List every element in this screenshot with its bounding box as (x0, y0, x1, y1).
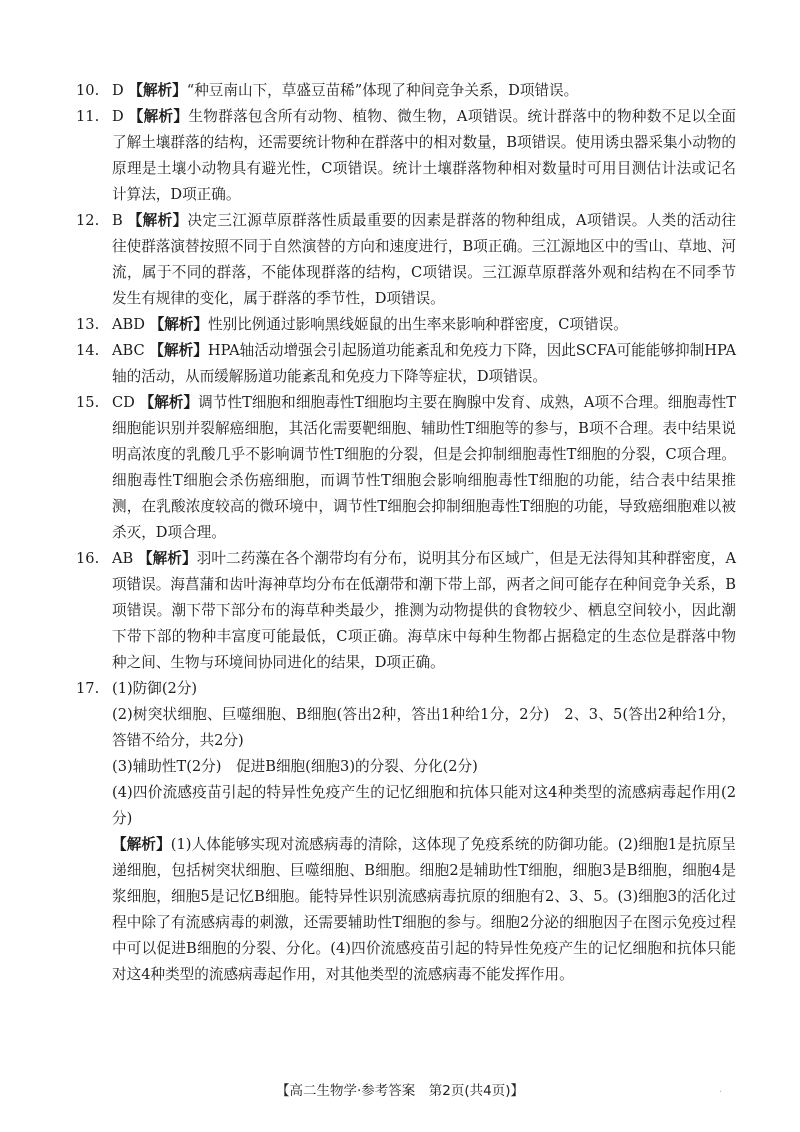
analysis-text: 生物群落包含所有动物、植物、微生物，A项错误。统计群落中的物种数不足以全面了解土壤群落的结构，还需要统计物种在群落中的相对数量，B项错误。使用诱虫器采集小动物的原理是土壤小动物具有避光性，C项错误。统计土壤群落物种相对数量时可用目测估计法或记名计算法，D项正确。 (112, 108, 736, 203)
question-number: 10. (76, 82, 100, 99)
question-number: 12. (76, 212, 100, 229)
answer-key: AB (112, 550, 134, 567)
analysis-text: “种豆南山下，草盛豆苗稀”体现了种间竞争关系，D项错误。 (186, 82, 579, 99)
answer-17-analysis (76, 832, 736, 988)
analysis-text: 性别比例通过影响黑线姬鼠的出生率来影响种群密度，C项错误。 (208, 316, 628, 333)
analysis-tag: 【解析】 (139, 394, 199, 411)
question-number: 15. (76, 394, 100, 411)
answer-key: D (112, 82, 124, 99)
answer-14 (76, 338, 736, 390)
analysis-text: 羽叶二药藻在各个潮带均有分布，说明其分布区域广，但是无法得知其种群密度，A项错误。海菖蒲和齿叶海神草均分布在低潮带和潮下带上部，两者之间可能存在种间竞争关系，B项错误。潮下带下部分布的海草种类最少，推测为动物提供的食物较少、栖息空间较小，因此潮下带下部的物种丰富度可能最低，C项正确。海草床中每种生物都占据稳定的生态位是群落中物种之间、生物与环境间协同进化的结果，D项正确。 (112, 550, 736, 671)
question-number: 16. (76, 550, 100, 567)
analysis-tag: 【解析】 (112, 836, 171, 853)
analysis-tag: 【解析】 (149, 342, 208, 359)
question-number: 13. (76, 316, 100, 333)
analysis-tag: 【解析】 (128, 108, 189, 125)
answer-17-part3: (3)辅助性T(2分) 促进B细胞(细胞3)的分裂、分化(2分) (112, 758, 478, 775)
question-number: 11. (76, 108, 100, 125)
page-footer: 【高二生物学·参考答案 第2页(共4页)】 (275, 1083, 524, 1099)
answer-17 (76, 676, 736, 702)
answer-key: D (112, 108, 124, 125)
answer-16 (76, 546, 736, 676)
answer-key: ABD (112, 316, 145, 333)
answer-17-part1: (1)防御(2分) (112, 680, 198, 697)
analysis-text: HPA轴活动增强会引起肠道功能紊乱和免疫力下降，因此SCFA可能能够抑制HPA轴的活动，从而缓解肠道功能紊乱和免疫力下降等症状，D项错误。 (112, 342, 736, 385)
answer-key: ABC (112, 342, 145, 359)
answer-10 (76, 78, 736, 104)
analysis-text: (1)人体能够实现对流感病毒的清除，这体现了免疫系统的防御功能。(2)细胞1是抗原呈递细胞，包括树突状细胞、巨噬细胞、B细胞。细胞2是辅助性T细胞，细胞3是B细胞，细胞4是浆细胞，细胞5是记忆B细胞。能特异性识别流感病毒抗原的细胞有2、3、5。(3)细胞3的活化过程中除了有流感病毒的刺激，还需要辅助性T细胞的参与。细胞2分泌的细胞因子在图示免疫过程中可以促进B细胞的分裂、分化。(4)四价流感疫苗引起的特异性免疫产生的记忆细胞和抗体只能对这4种类型的流感病毒起作用，对其他类型的流感病毒不能发挥作用。 (112, 836, 736, 983)
analysis-tag: 【解析】 (128, 82, 187, 99)
answer-11 (76, 104, 736, 208)
analysis-text: 决定三江源草原群落性质最重要的因素是群落的物种组成，A项错误。人类的活动往往使群落演替按照不同于自然演替的方向和速度进行，B项正确。三江源地区中的雪山、草地、河流，属于不同的群落，不能体现群落的结构，C项错误。三江源草原群落外观和结构在不同季节发生有规律的变化，属于群落的季节性，D项错误。 (112, 212, 737, 307)
answer-key: B (112, 212, 123, 229)
answer-15 (76, 390, 736, 546)
answer-17-part2: (2)树突状细胞、巨噬细胞、B细胞(答出2种，答出1种给1分，2分) 2、3、5(答出2种给1分，答错不给分，共2分) (112, 706, 736, 749)
analysis-tag: 【解析】 (149, 316, 208, 333)
answer-13 (76, 312, 736, 338)
analysis-tag: 【解析】 (127, 212, 188, 229)
question-number: 17. (76, 680, 100, 697)
scan-mark: . (718, 1084, 722, 1095)
analysis-tag: 【解析】 (138, 550, 197, 567)
answer-page (76, 78, 736, 988)
analysis-text: 调节性T细胞和细胞毒性T细胞均主要在胸腺中发育、成熟，A项不合理。细胞毒性T细胞能识别并裂解癌细胞，其活化需要靶细胞、辅助性T细胞等的参与，B项不合理。表中结果说明高浓度的乳酸几乎不影响调节性T细胞的分裂，但是会抑制细胞毒性T细胞的分裂，C项合理。细胞毒性T细胞会杀伤癌细胞，而调节性T细胞会影响细胞毒性T细胞的功能，结合表中结果推测，在乳酸浓度较高的微环境中，调节性T细胞会抑制细胞毒性T细胞的功能，导致癌细胞难以被杀灭，D项合理。 (112, 394, 737, 541)
answer-key: CD (112, 394, 135, 411)
question-number: 14. (76, 342, 100, 359)
answer-17-part4: (4)四价流感疫苗引起的特异性免疫产生的记忆细胞和抗体只能对这4种类型的流感病毒起作用(2分) (112, 784, 736, 827)
answer-12 (76, 208, 736, 312)
